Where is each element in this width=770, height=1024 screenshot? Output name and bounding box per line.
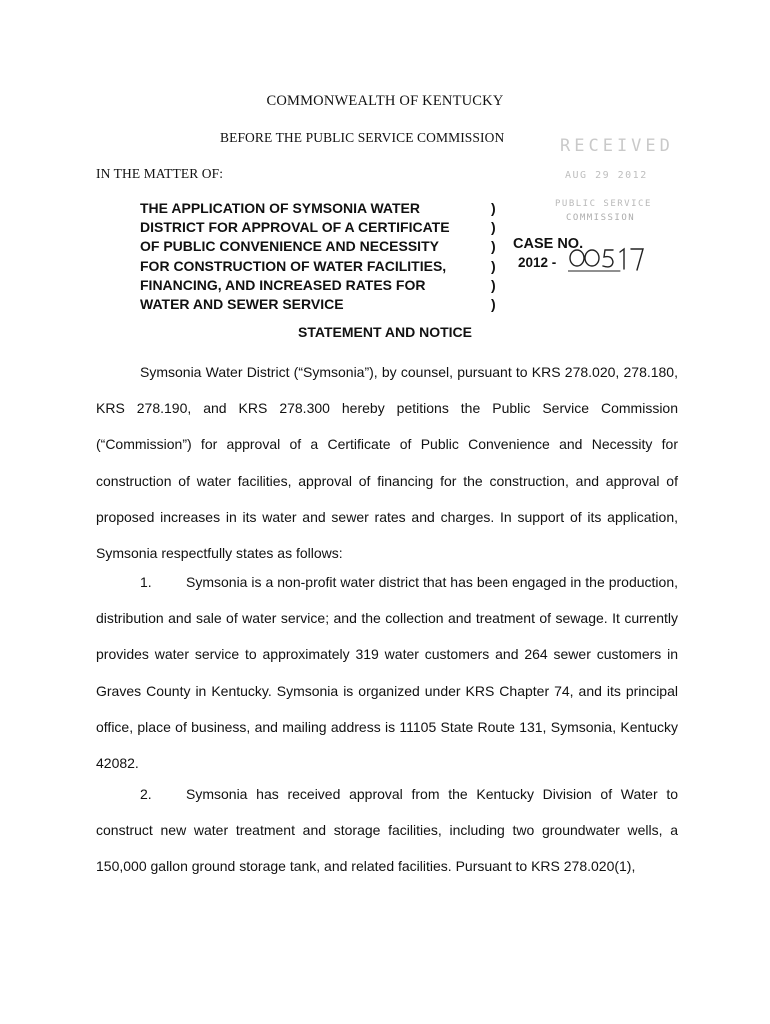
stamp-commission: COMMISSION — [566, 213, 636, 223]
statement-title: STATEMENT AND NOTICE — [298, 324, 472, 340]
paren: ) — [491, 276, 496, 293]
paren: ) — [491, 200, 496, 216]
intro-paragraph — [96, 354, 678, 571]
stamp-received: RECEIVED — [560, 136, 674, 156]
paragraph-number: 2. — [140, 786, 152, 802]
paragraph-1 — [96, 564, 678, 781]
case-number-label: CASE NO. — [513, 236, 584, 252]
caption-line: OF PUBLIC CONVENIENCE AND NECESSITY — [140, 238, 439, 255]
commission-heading: BEFORE THE PUBLIC SERVICE COMMISSION — [220, 130, 505, 145]
paragraph-2-text: Symsonia has received approval from the Kentucky Division of Water to construct new water treatment and storage facilities, including two groundwater wells, a 150,000 gallon ground storage tank, and related facilities. Pursuant to KRS 278.020(1), — [96, 786, 678, 875]
case-year: 2012 - — [518, 255, 557, 270]
caption-line: DISTRICT FOR APPROVAL OF A CERTIFICATE — [140, 219, 450, 236]
stamp-public-service: PUBLIC SERVICE — [555, 199, 652, 209]
paren: ) — [491, 219, 496, 236]
stamp-date: AUG 29 2012 — [565, 170, 648, 181]
paren: ) — [491, 238, 496, 255]
paren: ) — [491, 295, 496, 312]
caption-line: WATER AND SEWER SERVICE — [140, 296, 344, 313]
commonwealth-heading: COMMONWEALTH OF KENTUCKY — [266, 93, 504, 109]
in-the-matter-label: IN THE MATTER OF: — [96, 166, 224, 181]
caption-line: FINANCING, AND INCREASED RATES FOR — [140, 276, 426, 293]
paren: ) — [491, 257, 496, 274]
caption-line: FOR CONSTRUCTION OF WATER FACILITIES, — [140, 257, 447, 274]
case-caption — [140, 199, 450, 314]
paragraph-2 — [96, 776, 678, 885]
handwritten-case-number — [568, 243, 648, 273]
caption-line: THE APPLICATION OF SYMSONIA WATER — [140, 200, 420, 216]
paragraph-1-text: Symsonia is a non-profit water district that has been engaged in the production, distribution and sale of water service; and the collection and treatment of sewage. It currently provides water service to approximately 319 water customers and 264 sewer customers in Graves County in Kentucky. Symsonia is organized under KRS Chapter 74, and its principal office, place of business, and mailing address is 11105 State Route 131, Symsonia, Kentucky 42082. — [96, 574, 678, 772]
caption-parentheses — [491, 199, 496, 314]
intro-text: Symsonia Water District (“Symsonia”), by counsel, pursuant to KRS 278.020, 278.180, KRS 278.190, and KRS 278.300 hereby petitions the Public Service Commission (“Commission”) for approval of a Certificate of Public Convenience and Necessity for construction of water facilities, approval of financing for the construction, and approval of proposed increases in its water and sewer rates and charges. In support of its application, Symsonia respectfully states as follows: — [96, 364, 678, 562]
paragraph-number: 1. — [140, 574, 152, 590]
